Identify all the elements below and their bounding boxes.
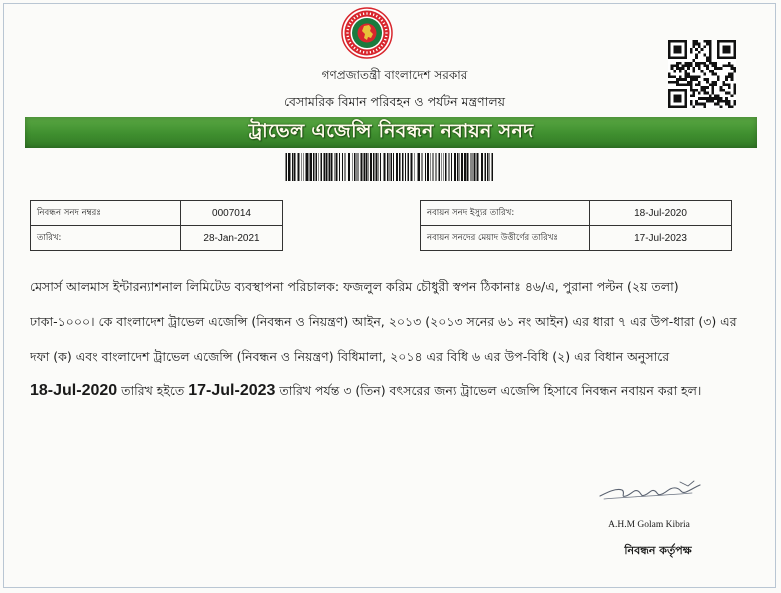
body-line-4 xyxy=(30,381,758,401)
table-row xyxy=(31,201,283,226)
validity-rest-text: তারিখ পর্যন্ত ৩ (তিন) বৎসরের জন্য ট্রাভেল এজেন্সি হিসাবে নিবন্ধন নবায়ন করা হল। xyxy=(279,383,702,398)
government-name: গণপ্রজাতন্ত্রী বাংলাদেশ সরকার xyxy=(321,68,468,82)
registration-table xyxy=(30,200,283,251)
table-row xyxy=(421,201,732,226)
body-line-1: মেসার্স আলমাস ইন্টারন্যাশনাল লিমিটেড ব্যবস্থাপনা পরিচালক: ফজলুল করিম চৌধুরী স্বপন ঠিকানাঃ ৪৬/এ, পুরানা পল্টন (২য় তলা) xyxy=(30,279,679,294)
table-row xyxy=(31,226,283,251)
registration-date-value: 28-Jan-2021 xyxy=(181,226,283,251)
renewal-issue-date-label: নবায়ন সনদ ইস্যুর তারিখ: xyxy=(421,201,590,226)
certificate-number-value: 0007014 xyxy=(181,201,283,226)
renewal-expiry-date-value: 17-Jul-2023 xyxy=(590,226,732,251)
renewal-issue-date-value: 18-Jul-2020 xyxy=(590,201,732,226)
validity-start-date: 18-Jul-2020 xyxy=(30,382,118,399)
registration-date-label: তারিখ: xyxy=(31,226,181,251)
signature-icon xyxy=(596,474,706,504)
government-seal-icon xyxy=(341,7,393,59)
body-line-3: দফা (ক) এবং বাংলাদেশ ট্রাভেল এজেন্সি (নিবন্ধন ও নিয়ন্ত্রণ) বিধিমালা, ২০১৪ এর বিধি ৬ এর উপ-বিধি (২) এর বিধান অনুসারে xyxy=(30,349,670,364)
renewal-table xyxy=(420,200,732,251)
barcode-icon xyxy=(285,153,495,181)
validity-end-date: 17-Jul-2023 xyxy=(188,382,276,399)
renewal-expiry-date-label: নবায়ন সনদের মেয়াদ উত্তীর্ণের তারিখঃ xyxy=(421,226,590,251)
body-line-2: ঢাকা-১০০০। কে বাংলাদেশ ট্রাভেল এজেন্সি (নিবন্ধন ও নিয়ন্ত্রণ) আইন, ২০১৩ (২০১৩ সনের ৬১ নং আইন) এর ধারা ৭ এর উপ-ধারা (৩) এর xyxy=(30,314,737,329)
validity-from-text: তারিখ হইতে xyxy=(121,383,185,398)
title-banner xyxy=(25,117,757,148)
certificate-number-label: নিবন্ধন সনদ নম্বরঃ xyxy=(31,201,181,226)
signatory-title: নিবন্ধন কর্তৃপক্ষ xyxy=(624,544,692,557)
certificate-title: ট্রাভেল এজেন্সি নিবন্ধন নবায়ন সনদ xyxy=(248,119,534,142)
table-row xyxy=(421,226,732,251)
signatory-name: A.H.M Golam Kibria xyxy=(608,520,690,530)
ministry-name: বেসামরিক বিমান পরিবহন ও পর্যটন মন্ত্রণালয় xyxy=(283,94,506,109)
